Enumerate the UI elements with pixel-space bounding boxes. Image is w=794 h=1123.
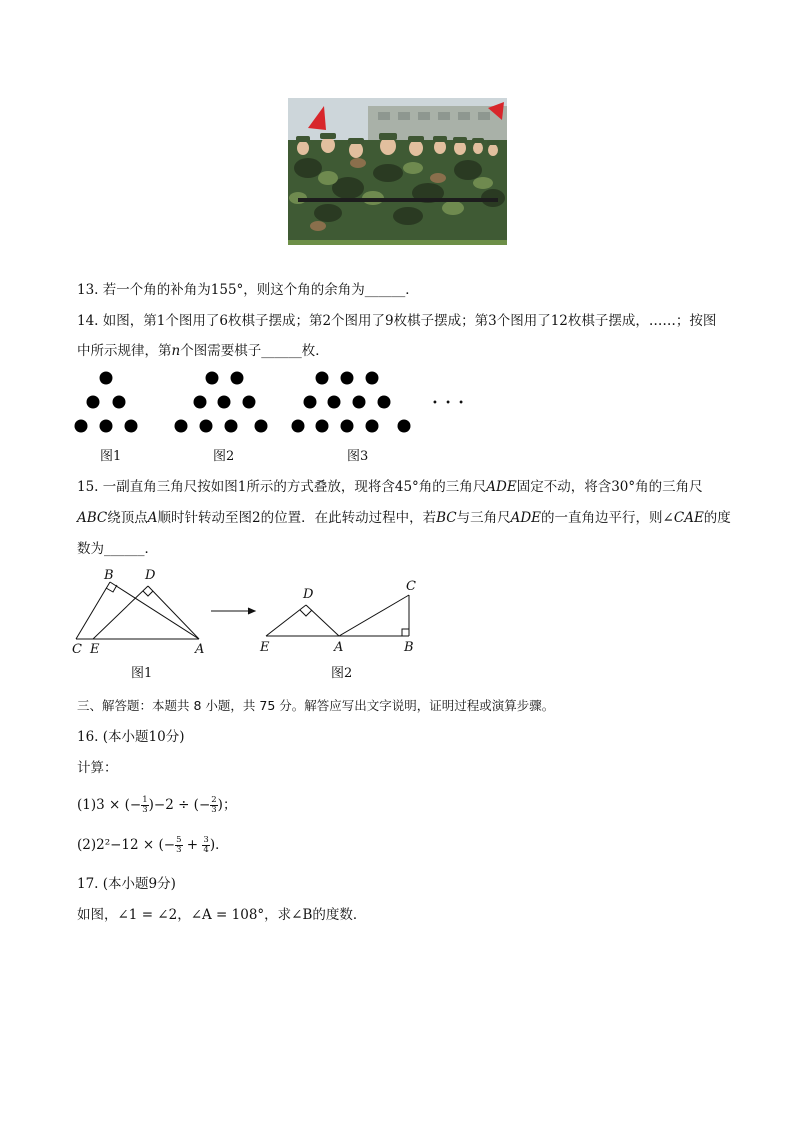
q15-text-b: 固定不动，将含30°角的三角尺 <box>516 479 703 495</box>
students-photo <box>288 98 507 245</box>
dot <box>353 396 366 409</box>
q16-p2-f1-num: 5 <box>176 835 182 845</box>
dot <box>366 420 379 433</box>
question-16-title: 16. (本小题10分) <box>77 729 185 745</box>
dot <box>100 372 113 385</box>
q14-var-n: n <box>171 343 181 359</box>
dot <box>113 396 126 409</box>
question-17-title: 17. (本小题9分) <box>77 876 176 892</box>
dot <box>328 396 341 409</box>
fig1-line-ba <box>110 582 199 639</box>
fig1-right-angle-d <box>143 591 153 596</box>
q15-var-bc: BC <box>436 510 457 526</box>
fig1-label-d: D <box>145 568 156 583</box>
q16-p1-b: )−2 ÷ (− <box>148 797 211 813</box>
q16-p2-c: )． <box>209 837 229 853</box>
fig2-label-a: A <box>334 640 344 655</box>
question-16-part-2 <box>77 834 229 856</box>
q16-p2-f2-den: 4 <box>203 845 209 855</box>
fig2-line-ac <box>339 595 409 636</box>
q15-fig2-caption: 图2 <box>331 666 353 681</box>
q16-p1-f1-num: 1 <box>142 795 148 805</box>
q16-p1-fraction-2 <box>210 796 217 815</box>
dot <box>175 420 188 433</box>
dot <box>231 372 244 385</box>
q15-var-ade: ADE <box>486 479 517 495</box>
fig1-line-da <box>148 586 199 639</box>
fig2-right-angle-d <box>300 610 312 616</box>
question-17-text: 如图，∠1 = ∠2，∠A = 108°，求∠B的度数． <box>77 907 367 923</box>
dot <box>200 420 213 433</box>
q16-p1-f2-num: 2 <box>211 795 217 805</box>
q15-text-e: 与三角尺 <box>456 510 511 526</box>
q16-p2-f1-den: 3 <box>176 845 182 855</box>
dot <box>218 396 231 409</box>
q16-p2-a: (2)2²−12 × (− <box>77 837 176 853</box>
dot <box>225 420 238 433</box>
dot <box>341 420 354 433</box>
fig2-label-d: D <box>303 587 314 602</box>
question-15-line-2 <box>77 509 731 527</box>
q15-fig1-caption: 图1 <box>131 666 153 681</box>
triangle-rotation-figure <box>65 565 435 660</box>
dot <box>316 420 329 433</box>
fig2-right-angle-b <box>402 629 409 636</box>
q14-ellipsis: • • • <box>432 398 467 409</box>
rotation-arrowhead <box>248 608 255 614</box>
q16-p2-b: + <box>182 837 203 853</box>
dot <box>206 372 219 385</box>
students-photo-image <box>288 98 507 245</box>
dot <box>366 372 379 385</box>
question-14-line-1: 14. 如图，第1个图用了6枚棋子摆成；第2个图用了9枚棋子摆成；第3个图用了12枚棋子摆成，……；按图 <box>77 313 717 329</box>
q16-p1-c: )； <box>217 797 237 813</box>
dot <box>398 420 411 433</box>
fig2-label-e: E <box>260 640 270 655</box>
q14-fig2-caption: 图2 <box>213 449 235 464</box>
q15-var-cae: CAE <box>673 510 704 526</box>
q15-text-a: 15. 一副直角三角尺按如图1所示的方式叠放，现将含45°角的三角尺 <box>77 479 487 495</box>
q16-p2-fraction-1 <box>175 836 182 855</box>
q16-p2-f2-num: 3 <box>203 835 209 845</box>
q15-var-a: A <box>147 510 158 526</box>
q14-text-b: 个图需要棋子______枚． <box>180 343 329 359</box>
dot <box>75 420 88 433</box>
fig1-label-a: A <box>195 642 205 657</box>
dot <box>125 420 138 433</box>
q15-var-ade-2: ADE <box>510 510 542 526</box>
q16-p1-a: (1)3 × (− <box>77 797 142 813</box>
dot <box>194 396 207 409</box>
dot <box>100 420 113 433</box>
question-13: 13. 若一个角的补角为155°，则这个角的余角为______． <box>77 282 419 298</box>
fig1-label-e: E <box>90 642 100 657</box>
question-15-line-3: 数为______． <box>77 541 158 557</box>
fig2-line-da <box>306 605 339 636</box>
dot <box>304 396 317 409</box>
q15-text-f: 的一直角边平行，则∠ <box>541 510 674 526</box>
q16-p1-f1-den: 3 <box>142 805 148 815</box>
question-15-line-1 <box>77 478 703 496</box>
fig1-label-b: B <box>104 568 114 583</box>
dot <box>316 372 329 385</box>
q16-p1-f2-den: 3 <box>211 805 217 815</box>
section-3-heading: 三、解答题：本题共 8 小题，共 75 分。解答应写出文字说明，证明过程或演算步骤。 <box>77 698 555 713</box>
q16-p2-fraction-2 <box>202 836 209 855</box>
dot <box>255 420 268 433</box>
question-14-line-2 <box>77 342 329 360</box>
dot <box>87 396 100 409</box>
fig1-line-ed <box>93 586 148 639</box>
q14-text-a: 中所示规律，第 <box>77 343 172 359</box>
q16-p1-fraction-1 <box>141 796 148 815</box>
fig2-label-b: B <box>404 640 414 655</box>
dot <box>292 420 305 433</box>
q15-var-abc: ABC <box>77 510 108 526</box>
q14-fig3-caption: 图3 <box>347 449 369 464</box>
q15-text-g: 的度 <box>703 510 731 526</box>
question-16-part-1 <box>77 794 236 816</box>
q14-fig1-caption: 图1 <box>100 449 122 464</box>
fig1-line-cb <box>76 582 110 639</box>
q15-text-d: 顺时针转动至图2的位置．在此转动过程中，若 <box>157 510 437 526</box>
question-16-intro: 计算： <box>77 760 118 776</box>
chess-pieces-figure <box>60 362 490 440</box>
fig2-line-ed <box>266 605 306 636</box>
dot <box>378 396 391 409</box>
dot <box>243 396 256 409</box>
fig1-label-c: C <box>72 642 82 657</box>
fig2-label-c: C <box>406 579 416 594</box>
dot <box>341 372 354 385</box>
q15-text-c: 绕顶点 <box>107 510 148 526</box>
